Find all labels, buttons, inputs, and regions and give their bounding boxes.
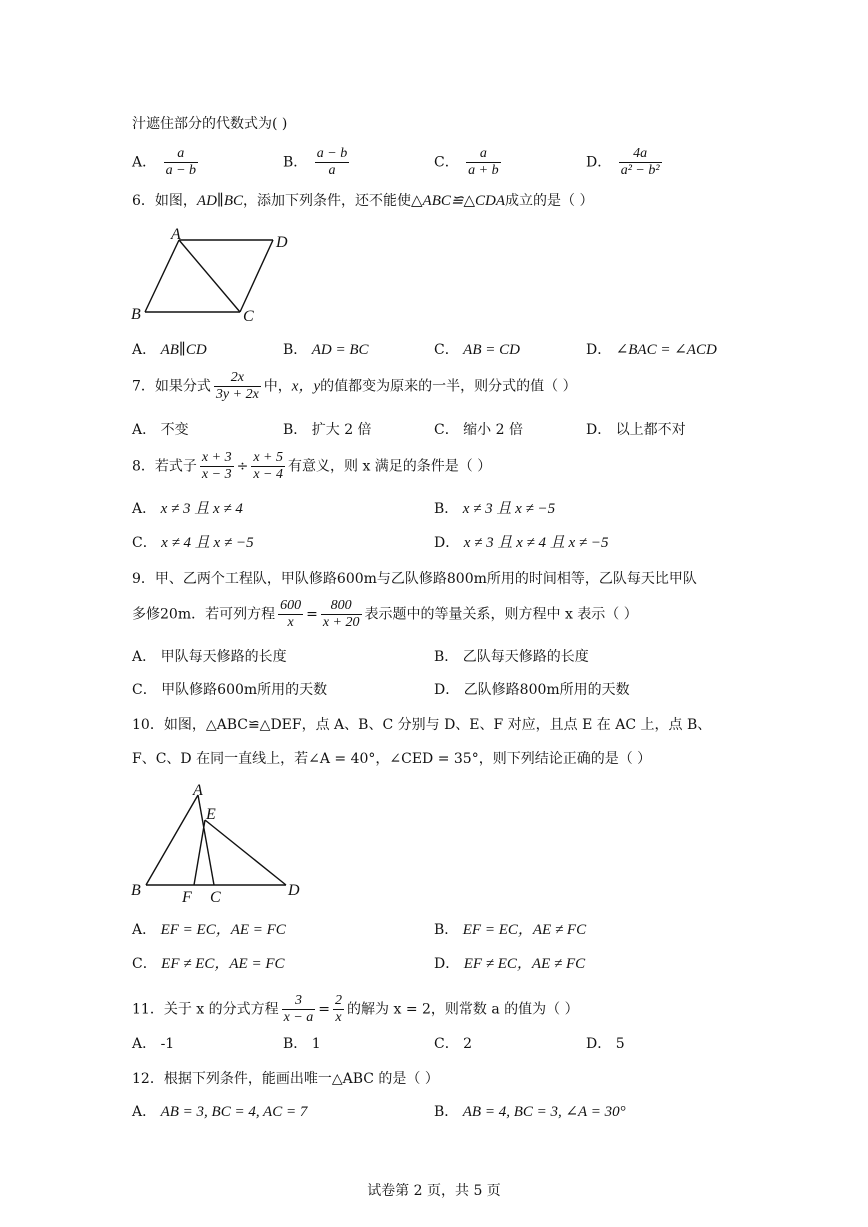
stem-text: 成立的是（ ） bbox=[505, 193, 594, 209]
option-letter: B． bbox=[434, 501, 459, 517]
q9-option-a bbox=[132, 647, 287, 667]
q7-option-d bbox=[586, 420, 686, 440]
stem-text: ，添加下列条件，还不能使 bbox=[243, 193, 412, 209]
q10-triangles-figure bbox=[128, 780, 318, 910]
q8-option-d bbox=[434, 533, 608, 553]
q12-option-a bbox=[132, 1102, 307, 1122]
numerator: a − b bbox=[316, 146, 348, 161]
denominator: 3y + 2x bbox=[215, 387, 259, 402]
q7-stem bbox=[132, 370, 577, 403]
segment-ab bbox=[145, 240, 179, 312]
option-letter: A． bbox=[132, 501, 157, 517]
option-letter: A． bbox=[132, 1104, 157, 1120]
option-text: x ≠ 3 且 x ≠ 4 且 x ≠ −5 bbox=[463, 535, 609, 551]
fraction bbox=[466, 146, 500, 179]
q10-option-a bbox=[132, 920, 286, 940]
denominator: a − b bbox=[165, 163, 197, 178]
q9-stem-line2 bbox=[132, 598, 638, 631]
q8-option-b bbox=[434, 499, 555, 519]
q5-option-a bbox=[132, 146, 201, 179]
option-text: AB = CD bbox=[463, 342, 520, 358]
stem-text: 的解为 x = 2，则常数 a 的值为（ ） bbox=[347, 1001, 579, 1018]
vertex-label-c: C bbox=[243, 308, 254, 325]
option-text: EF = EC，AE = FC bbox=[160, 922, 286, 938]
denominator: x + 20 bbox=[322, 615, 360, 630]
vertex-label-b: B bbox=[131, 306, 141, 323]
q5-option-b bbox=[283, 146, 352, 179]
option-letter: D． bbox=[586, 422, 612, 438]
denominator: a² − b² bbox=[620, 163, 660, 178]
option-letter: A． bbox=[132, 1036, 157, 1052]
segment-dc bbox=[240, 240, 273, 312]
option-letter: D． bbox=[434, 956, 460, 972]
option-letter: C． bbox=[434, 422, 459, 438]
stem-text: 8．若式子 bbox=[132, 458, 197, 475]
option-letter: B． bbox=[434, 1104, 459, 1120]
option-letter: B． bbox=[434, 649, 459, 665]
q5-option-c bbox=[434, 146, 504, 179]
q11-option-d bbox=[586, 1034, 625, 1054]
q6-option-a bbox=[132, 340, 207, 360]
numerator: 3 bbox=[282, 993, 316, 1010]
vertex-label-b: B bbox=[131, 882, 141, 899]
option-text: AB = 3, BC = 4, AC = 7 bbox=[160, 1104, 308, 1120]
q10-option-c bbox=[132, 954, 285, 974]
math-text: △ABC≌△CDA bbox=[411, 193, 505, 209]
option-text: 乙队修路800m所用的天数 bbox=[463, 682, 630, 698]
operator: ÷ bbox=[236, 458, 249, 475]
fraction bbox=[619, 146, 662, 179]
q5-stem-tail: 汁遮住部分的代数式为( ) bbox=[132, 116, 288, 132]
option-letter: D． bbox=[434, 682, 460, 698]
q8-stem bbox=[132, 450, 491, 483]
denominator: a + b bbox=[468, 163, 499, 178]
denominator: x − 3 bbox=[201, 467, 232, 482]
option-letter: A． bbox=[132, 922, 157, 938]
stem-text: 的值都变为原来的一半，则分式的值（ ） bbox=[320, 378, 577, 395]
math-text: AD∥BC bbox=[196, 193, 244, 209]
math-text: x，y bbox=[291, 378, 321, 395]
numerator: a bbox=[164, 146, 198, 163]
q11-option-c bbox=[434, 1034, 472, 1054]
q8-option-c bbox=[132, 533, 254, 553]
option-letter: C． bbox=[434, 154, 459, 171]
fraction bbox=[282, 993, 316, 1026]
page-footer: 试卷第 2 页，共 5 页 bbox=[367, 1183, 501, 1199]
option-letter: A． bbox=[132, 342, 157, 358]
fraction bbox=[333, 993, 344, 1026]
option-letter: D． bbox=[586, 154, 612, 171]
q6-option-c bbox=[434, 340, 520, 360]
numerator: x + 5 bbox=[253, 450, 283, 465]
vertex-label-c: C bbox=[210, 889, 221, 906]
fraction bbox=[200, 450, 234, 483]
q10-stem-line2: F、C、D 在同一直线上，若∠A = 40°，∠CED = 35°，则下列结论正确的是（ ） bbox=[132, 751, 652, 767]
q11-option-b bbox=[283, 1034, 321, 1054]
denominator: x − 4 bbox=[253, 467, 283, 482]
denominator: a bbox=[328, 163, 336, 178]
numerator: 2 bbox=[335, 993, 343, 1008]
option-text: ∠BAC = ∠ACD bbox=[615, 342, 717, 358]
q11-stem bbox=[132, 993, 579, 1026]
option-letter: A． bbox=[132, 422, 157, 438]
numerator: 2x bbox=[214, 370, 261, 387]
option-text: 乙队每天修路的长度 bbox=[462, 649, 589, 665]
option-text: x ≠ 3 且 x ≠ −5 bbox=[462, 501, 556, 517]
vertex-label-f: F bbox=[182, 889, 192, 906]
q9-option-b bbox=[434, 647, 589, 667]
numerator: 600 bbox=[280, 598, 302, 613]
q12-stem: 12．根据下列条件，能画出唯一△ABC 的是（ ） bbox=[132, 1071, 439, 1087]
q6-option-b bbox=[283, 340, 369, 360]
fraction bbox=[214, 370, 261, 403]
q11-option-a bbox=[132, 1034, 174, 1054]
stem-text: 中， bbox=[263, 378, 292, 395]
q7-option-a bbox=[132, 420, 189, 440]
option-letter: C． bbox=[132, 956, 157, 972]
option-letter: C． bbox=[132, 535, 157, 551]
segment-ab bbox=[146, 795, 198, 885]
option-text: EF = EC，AE ≠ FC bbox=[462, 922, 587, 938]
option-letter: B． bbox=[283, 154, 308, 171]
option-text: EF ≠ EC，AE ≠ FC bbox=[463, 956, 586, 972]
q7-option-c bbox=[434, 420, 523, 440]
option-letter: D． bbox=[586, 342, 612, 358]
segment-ed bbox=[205, 820, 286, 885]
option-text: AB = 4, BC = 3, ∠A = 30° bbox=[462, 1104, 626, 1120]
denominator: x bbox=[287, 615, 294, 630]
q10-option-d bbox=[434, 954, 585, 974]
option-text: 5 bbox=[615, 1036, 625, 1052]
option-text: 扩大 2 倍 bbox=[311, 422, 372, 438]
denominator: x bbox=[335, 1010, 342, 1025]
stem-text: 多修20m．若可列方程 bbox=[132, 606, 276, 623]
stem-text: 6．如图， bbox=[132, 193, 197, 209]
denominator: x − a bbox=[283, 1010, 314, 1025]
operator: = bbox=[318, 1001, 331, 1018]
numerator: a bbox=[466, 146, 500, 163]
q7-option-b bbox=[283, 420, 372, 440]
vertex-label-d: D bbox=[288, 882, 300, 899]
option-text: 不变 bbox=[160, 422, 189, 438]
option-text: 1 bbox=[311, 1036, 321, 1052]
segment-ac bbox=[179, 240, 240, 312]
option-letter: A． bbox=[132, 649, 157, 665]
option-letter: B． bbox=[283, 422, 308, 438]
vertex-label-d: D bbox=[276, 234, 288, 251]
option-text: 缩小 2 倍 bbox=[463, 422, 523, 438]
q10-stem-line1: 10．如图，△ABC≌△DEF，点 A、B、C 分别与 D、E、F 对应，且点 E 在 AC 上，点 B、 bbox=[132, 717, 712, 733]
option-text: 2 bbox=[463, 1036, 473, 1052]
vertex-label-a: A bbox=[193, 782, 203, 799]
stem-text: 7．如果分式 bbox=[132, 378, 211, 395]
option-letter: D． bbox=[434, 535, 460, 551]
q12-option-b bbox=[434, 1102, 626, 1122]
q9-stem-line1: 9．甲、乙两个工程队，甲队修路600m与乙队修路800m所用的时间相等，乙队每天比甲队 bbox=[132, 571, 697, 587]
numerator: x + 3 bbox=[201, 450, 232, 465]
option-text: 甲队修路600m所用的天数 bbox=[161, 682, 328, 698]
vertex-label-a: A bbox=[171, 226, 181, 243]
option-letter: A． bbox=[132, 154, 157, 171]
option-letter: C． bbox=[434, 342, 459, 358]
numerator: 4a bbox=[619, 146, 662, 163]
stem-text: 表示题中的等量关系，则方程中 x 表示（ ） bbox=[364, 606, 638, 623]
stem-text: 11．关于 x 的分式方程 bbox=[132, 1001, 279, 1018]
vertex-label-e: E bbox=[206, 806, 216, 823]
option-letter: C． bbox=[132, 682, 157, 698]
numerator: 800 bbox=[321, 598, 362, 615]
option-letter: C． bbox=[434, 1036, 459, 1052]
fraction bbox=[278, 598, 303, 631]
q5-option-d bbox=[586, 146, 665, 179]
q10-option-b bbox=[434, 920, 586, 940]
option-text: EF ≠ EC，AE = FC bbox=[161, 956, 285, 972]
option-letter: B． bbox=[283, 1036, 308, 1052]
q6-option-d bbox=[586, 340, 717, 360]
option-text: x ≠ 3 且 x ≠ 4 bbox=[160, 501, 243, 517]
q6-parallelogram-figure bbox=[128, 222, 298, 327]
segment-ef bbox=[194, 820, 205, 885]
option-text: -1 bbox=[160, 1036, 175, 1052]
operator: = bbox=[306, 606, 318, 623]
fraction bbox=[164, 146, 198, 179]
option-text: 以上都不对 bbox=[615, 422, 686, 438]
option-letter: B． bbox=[434, 922, 459, 938]
q8-option-a bbox=[132, 499, 243, 519]
option-letter: B． bbox=[283, 342, 308, 358]
option-text: 甲队每天修路的长度 bbox=[160, 649, 287, 665]
q6-stem bbox=[132, 191, 593, 211]
fraction bbox=[251, 450, 285, 483]
option-text: AB∥CD bbox=[160, 342, 207, 358]
fraction bbox=[315, 146, 349, 179]
q9-option-d bbox=[434, 680, 630, 700]
option-letter: D． bbox=[586, 1036, 612, 1052]
q9-option-c bbox=[132, 680, 327, 700]
fraction bbox=[321, 598, 362, 631]
option-text: x ≠ 4 且 x ≠ −5 bbox=[161, 535, 254, 551]
option-text: AD = BC bbox=[311, 342, 369, 358]
stem-text: 有意义，则 x 满足的条件是（ ） bbox=[288, 458, 492, 475]
